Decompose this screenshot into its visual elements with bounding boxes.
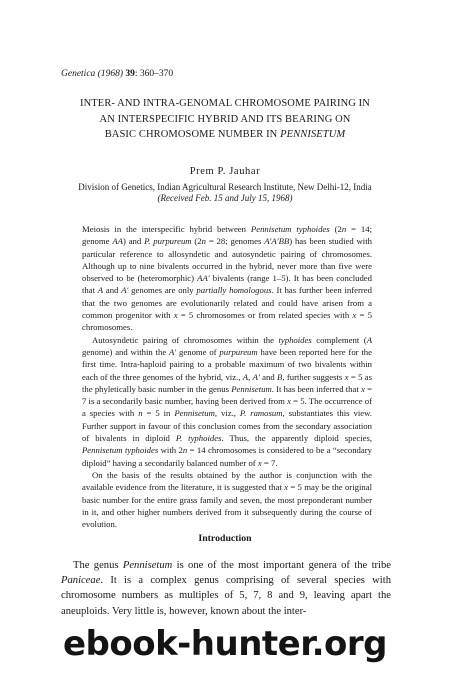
title-line-3-prefix: BASIC CHROMOSOME NUMBER IN	[104, 129, 281, 140]
text-run: The genus	[73, 560, 123, 571]
italic-text-run: P. ramosum	[239, 408, 283, 419]
text-run: , substantiates this view. Further support in favour of this conclusion comes from the secondary association of bivalents in diploid	[82, 408, 372, 444]
italic-text-run: AA	[112, 236, 123, 247]
text-run: . It has been inferred that	[271, 383, 362, 394]
text-run: genome) and within the	[82, 346, 169, 357]
journal-reference	[61, 69, 173, 79]
text-run: = 5 chromosomes.	[82, 310, 372, 333]
italic-text-run: Pennisetum typhoides	[82, 445, 159, 456]
italic-text-run: Pennisetum	[122, 560, 173, 571]
italic-text-run: A	[366, 334, 372, 345]
text-run: Meiosis in the interspecific hybrid between	[82, 224, 251, 234]
italic-text-run: typhoides	[278, 334, 312, 345]
italic-text-run: B	[277, 371, 283, 382]
text-run: genomes are only	[128, 285, 197, 296]
journal-name: Genetica	[61, 69, 96, 79]
title-line-1: INTER- AND INTRA-GENOMAL CHROMOSOME PAIRING IN	[80, 98, 370, 109]
title-line-2: AN INTERSPECIFIC HYBRID AND ITS BEARING ON	[99, 113, 351, 125]
italic-text-run: Pennisetum typhoides	[250, 224, 330, 234]
text-run: . It has further been inferred that the two genomes are evolutionarily related and could have arisen from a common progenitor with	[82, 285, 372, 321]
text-run: and	[103, 285, 122, 296]
italic-text-run: A′	[169, 346, 177, 357]
italic-text-run: n	[341, 224, 347, 234]
journal-volume: 39	[125, 69, 135, 79]
italic-text-run: P. typhoides	[175, 433, 222, 444]
italic-text-run: n	[182, 445, 188, 456]
text-run: ,	[248, 371, 253, 382]
text-run: . It is a complex genus comprising of several species with chromosome numbers as multiples of 5, 7, 8 and 9, leaving apart the aneuploids. Very little is, however, known about the inter-	[61, 575, 391, 617]
text-run: = 28; genomes	[205, 236, 265, 247]
italic-text-run: purpureum	[219, 346, 258, 357]
italic-text-run: x	[352, 310, 357, 321]
text-run: On the basis of the results obtained by the author is conjunction with the available evidence from the literature, it is suggested that	[82, 469, 372, 493]
abstract-paragraph-1	[82, 223, 372, 334]
italic-text-run: A	[242, 371, 249, 382]
text-run: have been reported here for the first time. Intra-haploid pairing to a probable maximum of two bivalents within each of the three genomes of the hybrid, viz.,	[82, 346, 372, 382]
text-run: with 2	[158, 445, 183, 456]
text-run: (2	[329, 224, 342, 234]
title-line-3	[40, 127, 410, 143]
italic-text-run: A′	[121, 285, 129, 296]
italic-text-run: x	[361, 383, 365, 394]
italic-text-run: n	[201, 236, 206, 247]
text-run: complement (	[311, 334, 367, 345]
abstract	[82, 223, 372, 530]
abstract-paragraph-2	[82, 334, 372, 469]
text-run: = 14; genome	[82, 224, 372, 247]
text-run: = 5 as the phyletically basic number in the genus	[82, 371, 372, 394]
journal-pages: : 360–370	[134, 69, 174, 79]
text-run: (2	[191, 236, 202, 247]
text-run: ) and	[122, 236, 145, 247]
text-run: genome of	[176, 346, 220, 357]
title-genus: PENNISETUM	[280, 129, 346, 140]
italic-text-run: P. purpureum	[144, 236, 192, 247]
italic-text-run: Pennisetum	[231, 383, 272, 394]
introduction-paragraph-1	[61, 558, 391, 619]
italic-text-run: x	[344, 371, 349, 382]
text-run: , further suggests	[282, 371, 345, 382]
text-run: , viz.,	[214, 408, 240, 419]
text-run: is one of the most important genera of the tribe	[172, 560, 391, 571]
author-name: Prem P. Jauhar	[189, 166, 261, 177]
journal-year: (1968)	[97, 69, 123, 79]
text-run: ) has been studied with particular reference to allosyndetic and autosyndetic pairing of chromosomes. Although up to nine bivalents occurred in the hybrid, never more than five were observed to be (heteromorphic)	[82, 236, 372, 284]
paper-title	[40, 96, 410, 143]
text-run: = 14 chromosomes is considered to be a “secondary diploid” having a secondarily balanced number of	[82, 445, 372, 468]
text-run: Autosyndetic pairing of chromosomes within the	[92, 334, 279, 345]
italic-text-run: Paniceae	[61, 575, 101, 587]
text-run: bivalents (range 1–5). It has been concluded that	[82, 273, 372, 296]
text-run: = 5 may be the original basic number for the entire grass family and seven, the most preponderant number in it, and other higher numbers derived from it subsequently during the course of evolution.	[82, 482, 372, 530]
italic-text-run: A′	[252, 371, 260, 382]
italic-text-run: x	[287, 396, 291, 407]
italic-text-run: n	[138, 408, 143, 419]
introduction-text	[61, 558, 391, 619]
italic-text-run: x	[284, 482, 288, 493]
italic-text-run: partially homologous	[196, 285, 272, 296]
text-run: and	[259, 371, 278, 382]
italic-text-run: x	[173, 310, 178, 321]
text-run: = 5. The occurrence of a species with	[82, 396, 372, 419]
italic-text-run: Pennisetum	[174, 408, 215, 419]
author-affiliation: Division of Genetics, Indian Agricultural Research Institute, New Delhi-12, India	[78, 182, 372, 192]
received-dates: (Received Feb. 15 and July 15, 1968)	[157, 193, 293, 203]
italic-text-run: x	[257, 457, 262, 468]
text-run: = 7 is a secondarily basic number, having been derived from	[82, 383, 373, 407]
text-run: = 5 in	[142, 408, 175, 419]
italic-text-run: A	[97, 285, 104, 296]
section-heading-introduction: Introduction	[198, 533, 252, 544]
text-run: = 5 chromosomes or from related species with	[177, 310, 353, 321]
text-run: = 7.	[261, 457, 278, 468]
italic-text-run: A′A′BB	[264, 236, 290, 247]
abstract-paragraph-3	[82, 469, 372, 530]
watermark-text: ebook-hunter.org	[62, 624, 388, 664]
text-run: . Thus, the apparently diploid species,	[221, 433, 373, 444]
italic-text-run: AA′	[197, 273, 210, 284]
